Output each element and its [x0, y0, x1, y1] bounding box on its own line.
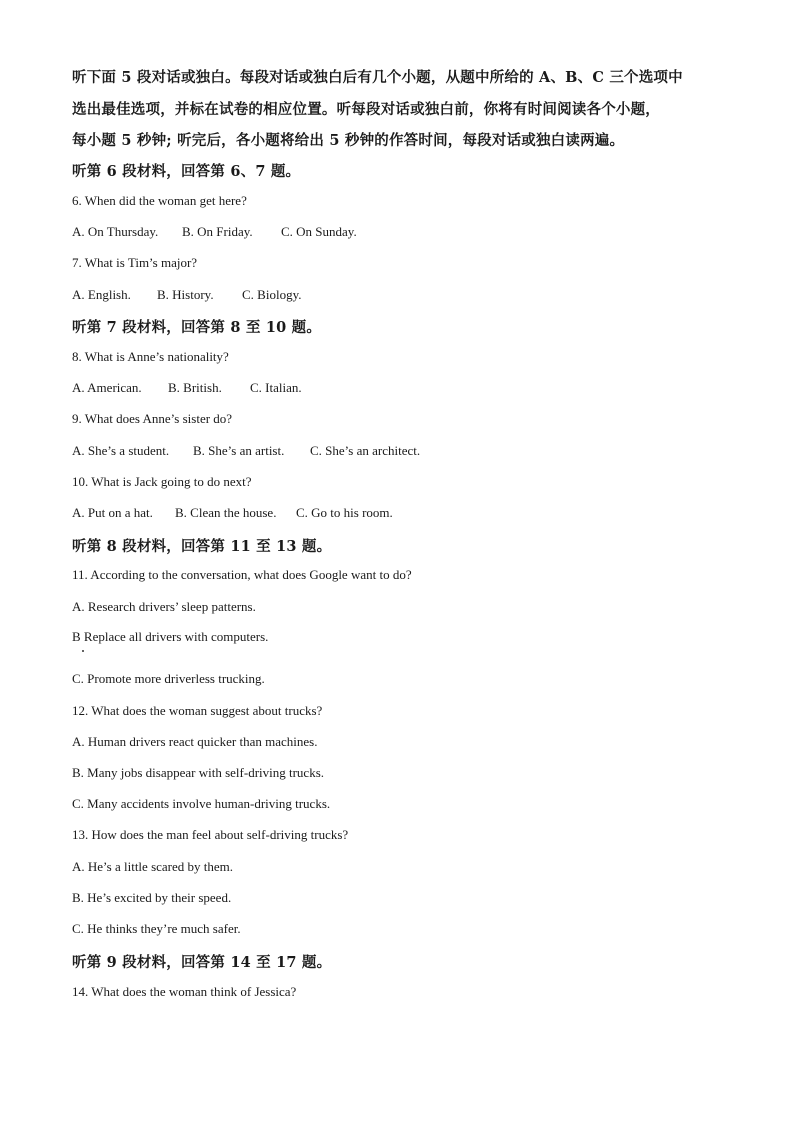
- option-10b: B. Clean the house.: [175, 505, 277, 520]
- option-9a: A. She’s a student.: [72, 443, 170, 458]
- option-10c: C. Go to his room.: [296, 505, 393, 520]
- option-13b: B. He’s excited by their speed.: [72, 890, 232, 905]
- option-8b: B. British.: [168, 380, 222, 395]
- question-10: 10. What is Jack going to do next?: [72, 474, 252, 489]
- option-11c: C. Promote more driverless trucking.: [72, 671, 265, 686]
- question-8: 8. What is Anne’s nationality?: [72, 349, 229, 364]
- question-6: 6. When did the woman get here?: [72, 193, 247, 208]
- question-9: 9. What does Anne’s sister do?: [72, 411, 233, 426]
- option-12b: B. Many jobs disappear with self-driving trucks.: [72, 765, 325, 780]
- section-heading-8: 听第 8 段材料，回答第 11 至 13 题。: [72, 538, 332, 555]
- stray-dot-mark: [82, 650, 84, 652]
- options-7: [72, 287, 301, 303]
- option-8a: A. American.: [72, 380, 142, 395]
- intro-line-2: 选出最佳选项，并标在试卷的相应位置。听每段对话或独白前，你将有时间阅读各个小题，: [72, 101, 660, 118]
- option-10a: A. Put on a hat.: [72, 505, 153, 520]
- options-9: [72, 443, 420, 459]
- question-11: 11. According to the conversation, what does Google want to do?: [72, 567, 412, 582]
- options-8: [72, 380, 302, 396]
- question-13: 13. How does the man feel about self-driving trucks?: [72, 827, 349, 842]
- option-9b: B. She’s an artist.: [193, 443, 285, 458]
- option-12c: C. Many accidents involve human-driving trucks.: [72, 796, 331, 811]
- section-heading-9: 听第 9 段材料，回答第 14 至 17 题。: [72, 954, 332, 971]
- question-14: 14. What does the woman think of Jessica?: [72, 984, 297, 999]
- question-7: 7. What is Tim’s major?: [72, 255, 198, 270]
- section-heading-7: 听第 7 段材料，回答第 8 至 10 题。: [72, 319, 322, 336]
- option-12a: A. Human drivers react quicker than machines.: [72, 734, 318, 749]
- option-7b: B. History.: [157, 287, 214, 302]
- option-7c: C. Biology.: [242, 287, 302, 302]
- option-9c: C. She’s an architect.: [310, 443, 421, 458]
- option-6a: A. On Thursday.: [72, 224, 159, 239]
- option-6c: C. On Sunday.: [281, 224, 357, 239]
- option-13c: C. He thinks they’re much safer.: [72, 921, 241, 936]
- options-10: [72, 505, 393, 521]
- intro-line-3: 每小题 5 秒钟; 听完后，各小题将给出 5 秒钟的作答时间，每段对话或独白读两遍。: [72, 132, 625, 149]
- option-7a: A. English.: [72, 287, 131, 302]
- option-13a: A. He’s a little scared by them.: [72, 859, 234, 874]
- option-11b: B Replace all drivers with computers.: [72, 629, 269, 644]
- question-12: 12. What does the woman suggest about trucks?: [72, 703, 323, 718]
- options-6: [72, 224, 357, 240]
- option-11a: A. Research drivers’ sleep patterns.: [72, 599, 256, 614]
- section-heading-6: 听第 6 段材料，回答第 6、7 题。: [72, 163, 301, 180]
- option-6b: B. On Friday.: [182, 224, 253, 239]
- intro-line-1: 听下面 5 段对话或独白。每段对话或独白后有几个小题，从题中所给的 A、B、C 三个选项中: [72, 69, 683, 86]
- option-8c: C. Italian.: [250, 380, 302, 395]
